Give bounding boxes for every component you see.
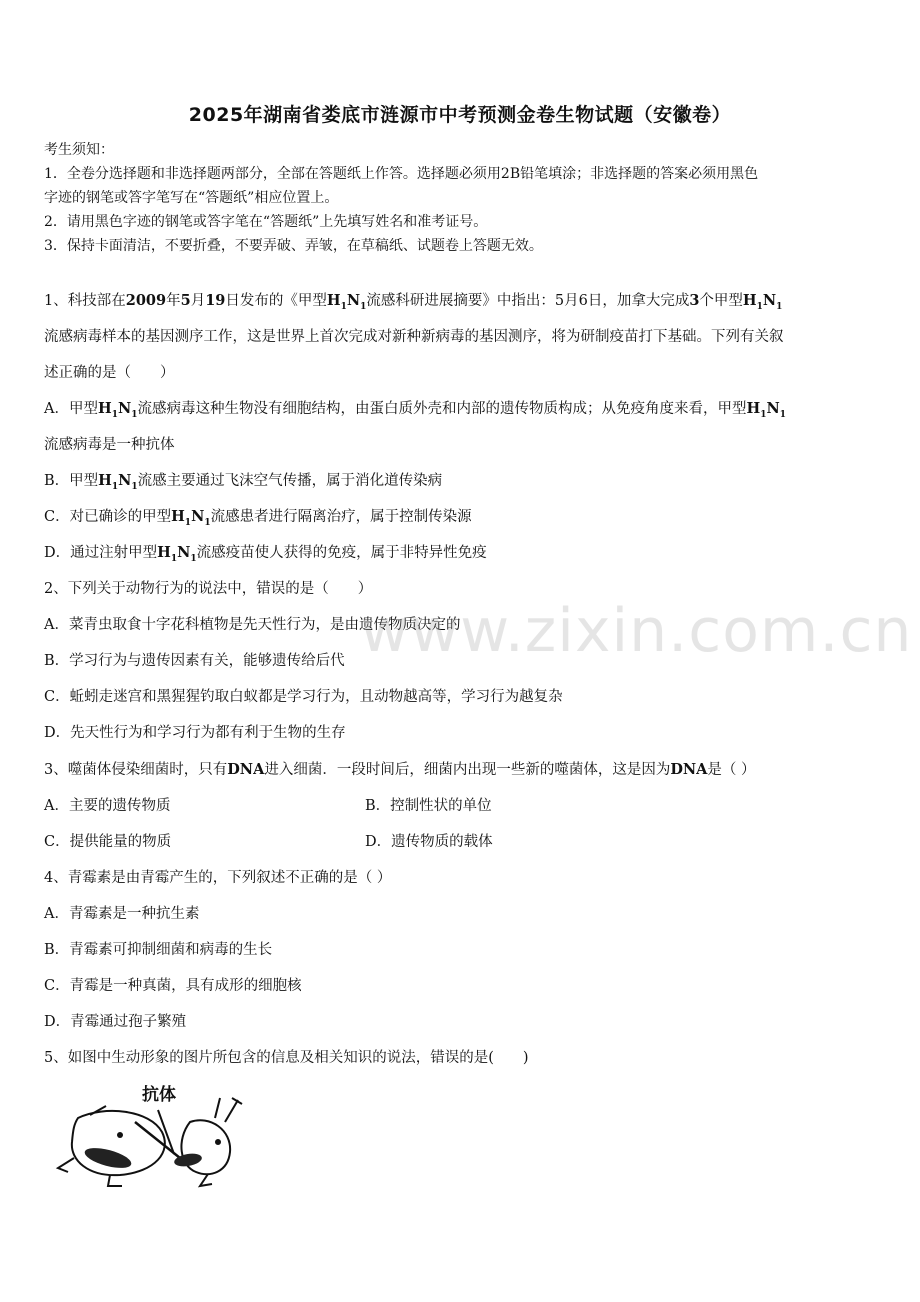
question-3-stem: 3、噬菌体侵染细菌时，只有DNA进入细菌．一段时间后，细菌内出现一些新的噬菌体，这是因为DNA是（ ） — [44, 761, 756, 778]
question-5-stem: 5、如图中生动形象的图片所包含的信息及相关知识的说法，错误的是( ) — [44, 1050, 529, 1066]
question-1-stem-line-2: 流感病毒样本的基因测序工作，这是世界上首次完成对新种新病毒的基因测序，将为研制疫苗打下基础。下列有关叙 — [44, 329, 784, 345]
question-4-stem: 4、青霉素是由青霉产生的，下列叙述不正确的是（ ） — [44, 870, 392, 886]
question-1-stem-line-1: 1、科技部在2009年5月19日发布的《甲型$H_1N_1$流感科研进展摘要》中指出：5月6日，加拿大完成3个甲型$H_1N_1$ — [44, 292, 783, 312]
notice-line: 2．请用黑色字迹的钢笔或答字笔在“答题纸”上先填写姓名和准考证号。 — [44, 214, 488, 230]
question-1-option-d[interactable]: D．通过注射甲型$H_1N_1$流感疫苗使人获得的免疫，属于非特异性免疫 — [44, 544, 487, 564]
question-4-option-d[interactable]: D．青霉通过孢子繁殖 — [44, 1014, 187, 1030]
notice-heading: 考生须知： — [44, 142, 114, 158]
question-1-option-c[interactable]: C．对已确诊的甲型$H_1N_1$流感患者进行隔离治疗，属于控制传染源 — [44, 508, 472, 528]
notice-line: 1．全卷分选择题和非选择题两部分，全部在答题纸上作答。选择题必须用2B铅笔填涂；非选择题的答案必须用黑色 — [44, 166, 759, 182]
watermark: www.zixin.com.cn — [360, 596, 913, 666]
notice-line: 字迹的钢笔或答字笔写在“答题纸”相应位置上。 — [44, 190, 339, 206]
question-2-option-b[interactable]: B．学习行为与遗传因素有关，能够遗传给后代 — [44, 653, 345, 669]
question-1-option-b[interactable]: B．甲型$H_1N_1$流感主要通过飞沫空气传播，属于消化道传染病 — [44, 472, 443, 492]
question-2-option-a[interactable]: A．菜青虫取食十字花科植物是先天性行为，是由遗传物质决定的 — [44, 617, 461, 633]
exam-notice — [44, 138, 880, 258]
question-3-option-a[interactable]: A．主要的遗传物质 — [44, 798, 171, 814]
question-4-option-a[interactable]: A．青霉素是一种抗生素 — [44, 906, 200, 922]
figure-label: 抗体 — [142, 1085, 176, 1105]
question-3-option-d[interactable]: D．遗传物质的载体 — [365, 834, 493, 850]
question-4-option-b[interactable]: B．青霉素可抑制细菌和病毒的生长 — [44, 942, 273, 958]
page-title: 2025年湖南省娄底市涟源市中考预测金卷生物试题（安徽卷） — [188, 104, 732, 126]
antibody-cartoon-figure — [50, 1080, 260, 1190]
question-1-option-a-cont: 流感病毒是一种抗体 — [44, 437, 175, 453]
notice-line: 3．保持卡面清洁，不要折叠，不要弄破、弄皱，在草稿纸、试题卷上答题无效。 — [44, 238, 543, 254]
question-1-option-a[interactable]: A．甲型$H_1N_1$流感病毒这种生物没有细胞结构，由蛋白质外壳和内部的遗传物质构成；从免疫角度来看，甲型$H_1N_1$ — [44, 400, 786, 420]
question-4-option-c[interactable]: C．青霉是一种真菌，具有成形的细胞核 — [44, 978, 302, 994]
question-2-stem: 2、下列关于动物行为的说法中，错误的是（ ） — [44, 581, 373, 597]
question-3-option-b[interactable]: B．控制性状的单位 — [365, 798, 492, 814]
question-3-option-c[interactable]: C．提供能量的物质 — [44, 834, 172, 850]
question-1-stem-line-3: 述正确的是（ ） — [44, 365, 175, 381]
question-2-option-d[interactable]: D．先天性行为和学习行为都有利于生物的生存 — [44, 725, 346, 741]
question-2-option-c[interactable]: C．蚯蚓走迷宫和黑猩猩钓取白蚁都是学习行为，且动物越高等，学习行为越复杂 — [44, 689, 563, 705]
